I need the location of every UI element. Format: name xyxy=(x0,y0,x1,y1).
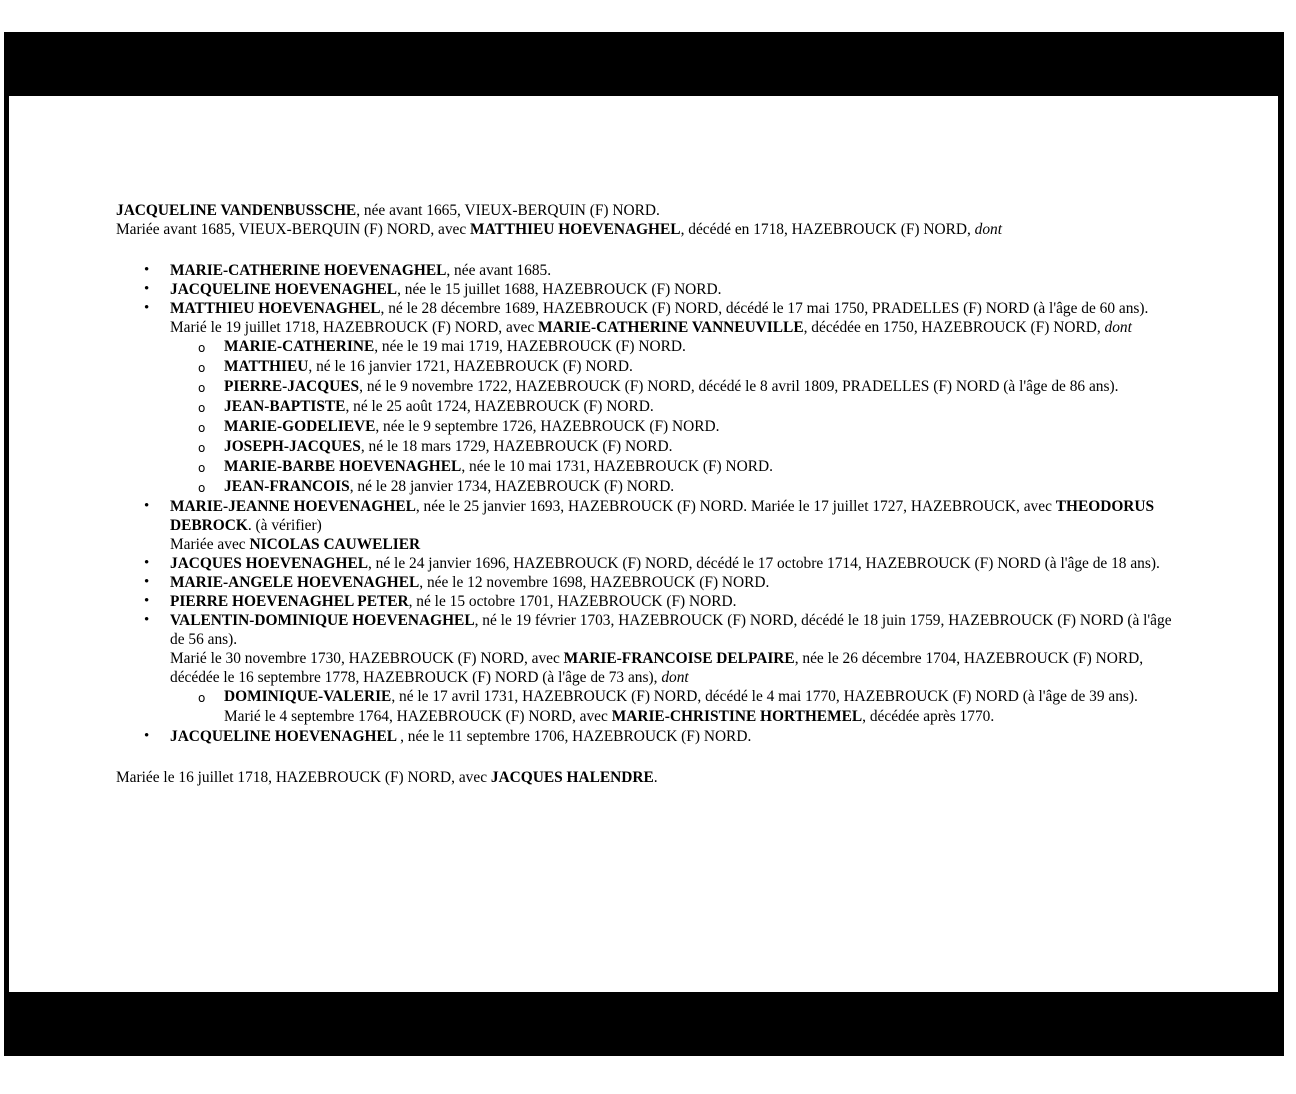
grandchild-name: MARIE-CATHERINE xyxy=(224,338,375,355)
list-item xyxy=(170,280,1176,299)
list-item xyxy=(170,592,1176,611)
spouse-name: JACQUES HALENDRE xyxy=(490,769,654,786)
list-item xyxy=(224,337,1176,357)
list-item xyxy=(224,477,1176,497)
grandchild-info: , née le 10 mai 1731, HAZEBROUCK (F) NORD. xyxy=(461,458,773,475)
grandchild-info: , née le 9 septembre 1726, HAZEBROUCK (F) NORD. xyxy=(375,418,720,435)
grandchildren-list xyxy=(170,337,1176,497)
root-person-birth: , née avant 1665, VIEUX-BERQUIN (F) NORD. xyxy=(356,202,660,219)
grandchild-info: , né le 18 mars 1729, HAZEBROUCK (F) NORD. xyxy=(360,438,673,455)
grandchild-name: DOMINIQUE-VALERIE xyxy=(224,688,392,705)
spouse-name: MATTHIEU HOEVENAGHEL xyxy=(470,221,681,238)
list-item xyxy=(224,397,1176,417)
grandchild-name: JEAN-BAPTISTE xyxy=(224,398,346,415)
child-info: , née le 11 septembre 1706, HAZEBROUCK (F) NORD. xyxy=(400,728,752,745)
list-item xyxy=(224,357,1176,377)
child-info: , né le 19 février 1703, HAZEBROUCK (F) NORD, décédé le 18 juin 1759, HAZEBROUCK (F) NORD (à l'âge de 56 ans). xyxy=(170,612,1172,648)
list-item xyxy=(170,299,1176,497)
list-item xyxy=(170,573,1176,592)
marriage-text: Marié le 4 septembre 1764, HAZEBROUCK (F) NORD, avec xyxy=(224,708,612,725)
root-marriage-2 xyxy=(116,768,1176,787)
list-item xyxy=(224,417,1176,437)
grandchild-info: , né le 17 avril 1731, HAZEBROUCK (F) NORD, décédé le 4 mai 1770, HAZEBROUCK (F) NORD (à l'âge de 39 ans). xyxy=(391,688,1138,705)
list-item xyxy=(170,611,1176,727)
left-black-border xyxy=(4,32,9,1056)
grandchild-name: JEAN-FRANCOIS xyxy=(224,478,350,495)
spouse-info: , décédée en 1750, HAZEBROUCK (F) NORD, xyxy=(803,319,1105,336)
dont-label: dont xyxy=(661,669,689,686)
child-info: , né le 24 janvier 1696, HAZEBROUCK (F) NORD, décédé le 17 octobre 1714, HAZEBROUCK (F) NORD (à l'âge de 18 ans). xyxy=(367,555,1160,572)
dont-label: dont xyxy=(974,221,1003,238)
grandchild-info: , né le 9 novembre 1722, HAZEBROUCK (F) NORD, décédé le 8 avril 1809, PRADELLES (F) NORD (à l'âge de 86 ans). xyxy=(359,378,1119,395)
marriage-text: Marié le 30 novembre 1730, HAZEBROUCK (F) NORD, avec xyxy=(170,650,564,667)
child-name: MARIE-ANGELE HOEVENAGHEL xyxy=(170,574,420,591)
grandchild-info: , né le 25 août 1724, HAZEBROUCK (F) NORD. xyxy=(345,398,654,415)
bottom-black-bar xyxy=(4,992,1284,1056)
spouse-info: , née le 26 décembre 1704, HAZEBROUCK (F) NORD, décédée le 16 septembre 1778, HAZEBROUCK (F) NORD (à l'âge de 73 ans), xyxy=(170,650,1144,686)
genealogy-document xyxy=(116,201,1176,787)
child-name: VALENTIN-DOMINIQUE HOEVENAGHEL xyxy=(170,612,475,629)
grandchild-info: , né le 16 janvier 1721, HAZEBROUCK (F) NORD. xyxy=(308,358,633,375)
child-name: MATTHIEU HOEVENAGHEL xyxy=(170,300,381,317)
child-name: MARIE-CATHERINE HOEVENAGHEL xyxy=(170,262,447,279)
spouse-name: MARIE-CHRISTINE HORTHEMEL xyxy=(611,708,863,725)
children-list xyxy=(116,261,1176,746)
list-item xyxy=(224,437,1176,457)
marriage-text: Mariée avant 1685, VIEUX-BERQUIN (F) NORD, avec xyxy=(116,221,471,238)
child-name: PIERRE HOEVENAGHEL PETER xyxy=(170,593,409,610)
child-name: MARIE-JEANNE HOEVENAGHEL xyxy=(170,498,416,515)
child-name: JACQUELINE HOEVENAGHEL xyxy=(170,281,398,298)
spouse-info: , décédé en 1718, HAZEBROUCK (F) NORD, xyxy=(680,221,975,238)
list-item xyxy=(170,554,1176,573)
list-item xyxy=(170,497,1176,554)
marriage-end: . xyxy=(653,769,658,786)
grandchild-info: , né le 28 janvier 1734, HAZEBROUCK (F) NORD. xyxy=(349,478,675,495)
marriage-text: Mariée le 16 juillet 1718, HAZEBROUCK (F) NORD, avec xyxy=(116,769,491,786)
grandchild-info: , née le 19 mai 1719, HAZEBROUCK (F) NORD. xyxy=(374,338,686,355)
spouse-note: . (à vérifier) xyxy=(247,517,322,534)
child-info: , née avant 1685. xyxy=(446,262,552,279)
root-marriage-1 xyxy=(116,220,1176,239)
list-item xyxy=(170,727,1176,746)
grandchild-name: PIERRE-JACQUES xyxy=(224,378,360,395)
dont-label: dont xyxy=(1104,319,1132,336)
spouse-name: MARIE-FRANCOISE DELPAIRE xyxy=(563,650,795,667)
root-person-name: JACQUELINE VANDENBUSSCHE xyxy=(116,202,357,219)
child-info: , née le 25 janvier 1693, HAZEBROUCK (F) NORD. Mariée le 17 juillet 1727, HAZEBROUCK, avec xyxy=(415,498,1056,515)
child-info: , née le 15 juillet 1688, HAZEBROUCK (F) NORD. xyxy=(397,281,722,298)
child-info: , né le 15 octobre 1701, HAZEBROUCK (F) NORD. xyxy=(408,593,737,610)
grandchild-name: MATTHIEU xyxy=(224,358,309,375)
list-item xyxy=(224,457,1176,477)
grandchild-name: JOSEPH-JACQUES xyxy=(224,438,361,455)
top-black-bar xyxy=(4,32,1284,96)
child-info: , né le 28 décembre 1689, HAZEBROUCK (F) NORD, décédé le 17 mai 1750, PRADELLES (F) NORD (à l'âge de 60 ans). xyxy=(380,300,1149,317)
child-info: , née le 12 novembre 1698, HAZEBROUCK (F) NORD. xyxy=(419,574,770,591)
spouse-name: NICOLAS CAUWELIER xyxy=(249,536,421,553)
right-black-border xyxy=(1278,32,1284,1056)
marriage-text: Marié le 19 juillet 1718, HAZEBROUCK (F) NORD, avec xyxy=(170,319,539,336)
root-person-line xyxy=(116,201,1176,220)
spouse-name: THEODORUS DEBROCK xyxy=(170,498,1155,534)
list-item xyxy=(170,261,1176,280)
spouse-name: MARIE-CATHERINE VANNEUVILLE xyxy=(538,319,804,336)
list-item xyxy=(224,687,1176,727)
grandchild-name: MARIE-GODELIEVE xyxy=(224,418,376,435)
spouse-info: , décédée après 1770. xyxy=(862,708,995,725)
child-name: JACQUES HOEVENAGHEL xyxy=(170,555,368,572)
child-name: JACQUELINE HOEVENAGHEL xyxy=(170,728,401,745)
grandchild-name: MARIE-BARBE HOEVENAGHEL xyxy=(224,458,462,475)
grandchildren-list xyxy=(170,687,1176,727)
marriage-text: Mariée avec xyxy=(170,536,250,553)
list-item xyxy=(224,377,1176,397)
